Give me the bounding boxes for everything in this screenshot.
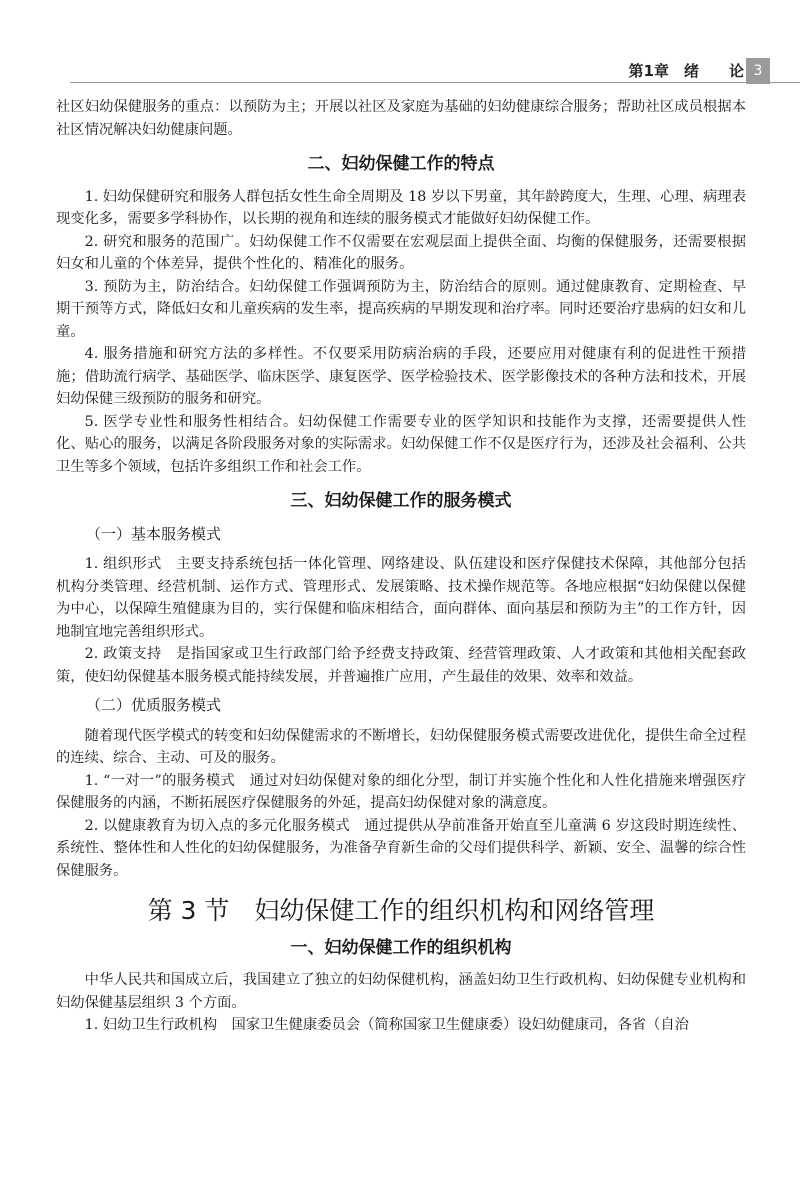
paragraph: 1. 组织形式 主要支持系统包括一体化管理、网络建设、队伍建设和医疗保健技术保障，其他部分包括机构分类管理、经营机制、运作方式、管理形式、发展策略、技术操作规范等。各地应根据“妇幼保健以保健为中心，以保障生殖健康为目的，实行保健和临床相结合，面向群体、面向基层和预防为主”的工作方针，因地制宜地完善组织形式。 — [56, 556, 746, 640]
page-body — [56, 96, 746, 1037]
paragraph: 2. 研究和服务的范围广。妇幼保健工作不仅需要在宏观层面上提供全面、均衡的保健服务，还需要根据妇女和儿童的个体差异，提供个性化的、精准化的服务。 — [56, 233, 746, 272]
paragraph: 社区妇幼保健服务的重点：以预防为主；开展以社区及家庭为基础的妇幼健康综合服务；帮助社区成员根据本社区情况解决妇幼健康问题。 — [56, 99, 746, 138]
subsection-heading: （二）优质服务模式 — [86, 696, 222, 714]
page-number: 3 — [746, 58, 770, 84]
chapter-title: 第1章 绪 论 — [628, 62, 744, 80]
section-heading: 二、妇幼保健工作的特点 — [307, 154, 495, 174]
paragraph: 中华人民共和国成立后，我国建立了独立的妇幼保健机构，涵盖妇幼卫生行政机构、妇幼保健专业机构和妇幼保健基层组织 3 个方面。 — [56, 972, 746, 1011]
paragraph: 1. 妇幼卫生行政机构 国家卫生健康委员会（简称国家卫生健康委）设妇幼健康司，各省（自治 — [84, 1017, 689, 1033]
paragraph: 4. 服务措施和研究方法的多样性。不仅要采用防病治病的手段，还要应用对健康有利的促进性干预措施；借助流行病学、基础医学、临床医学、康复医学、医学检验技术、医学影像技术的各种方法和技术，开展妇幼保健三级预防的服务和研究。 — [56, 346, 746, 407]
section-heading: 一、妇幼保健工作的组织机构 — [290, 937, 512, 958]
paragraph: 随着现代医学模式的转变和妇幼保健需求的不断增长，妇幼保健服务模式需要改进优化，提供生命全过程的连续、综合、主动、可及的服务。 — [56, 727, 746, 766]
section-heading: 三、妇幼保健工作的服务模式 — [290, 491, 512, 511]
subsection-heading: （一）基本服务模式 — [86, 524, 222, 543]
paragraph: 2. 政策支持 是指国家或卫生行政部门给予经费支持政策、经营管理政策、人才政策和其他相关配套政策，使妇幼保健基本服务模式能持续发展，并普遍推广应用，产生最佳的效果、效率和效益。 — [56, 646, 746, 685]
paragraph: 3. 预防为主，防治结合。妇幼保健工作强调预防为主，防治结合的原则。通过健康教育、定期检查、早期干预等方式，降低妇女和儿童疾病的发生率，提高疾病的早期发现和治疗率。同时还要治疗患病的妇女和儿童。 — [56, 278, 746, 340]
paragraph: 1. 妇幼保健研究和服务人群包括女性生命全周期及 18 岁以下男童，其年龄跨度大，生理、心理、病理表现变化多，需要多学科协作，以长期的视角和连续的服务模式才能做好妇幼保健工作。 — [56, 188, 746, 227]
paragraph: 1. “一对一”的服务模式 通过对妇幼保健对象的细化分型，制订并实施个性化和人性化措施来增强医疗保健服务的内涵，不断拓展医疗保健服务的外延，提高妇幼保健对象的满意度。 — [56, 772, 746, 811]
paragraph: 2. 以健康教育为切入点的多元化服务模式 通过提供从孕前准备开始直至儿童满 6 岁这段时期连续性、系统性、整体性和人性化的妇幼保健服务，为准备孕育新生命的父母们提供科学、新颖、安全、温馨的综合性保健服务。 — [56, 817, 746, 879]
page-header — [0, 58, 800, 84]
paragraph: 5. 医学专业性和服务性相结合。妇幼保健工作需要专业的医学知识和技能作为支撑，还需要提供人性化、贴心的服务，以满足各阶段服务对象的实际需求。妇幼保健工作不仅是医疗行为，还涉及社会福利、公共卫生等多个领域，包括许多组织工作和社会工作。 — [56, 413, 746, 475]
chapter-section-title: 第 3 节 妇幼保健工作的组织机构和网络管理 — [147, 896, 655, 925]
